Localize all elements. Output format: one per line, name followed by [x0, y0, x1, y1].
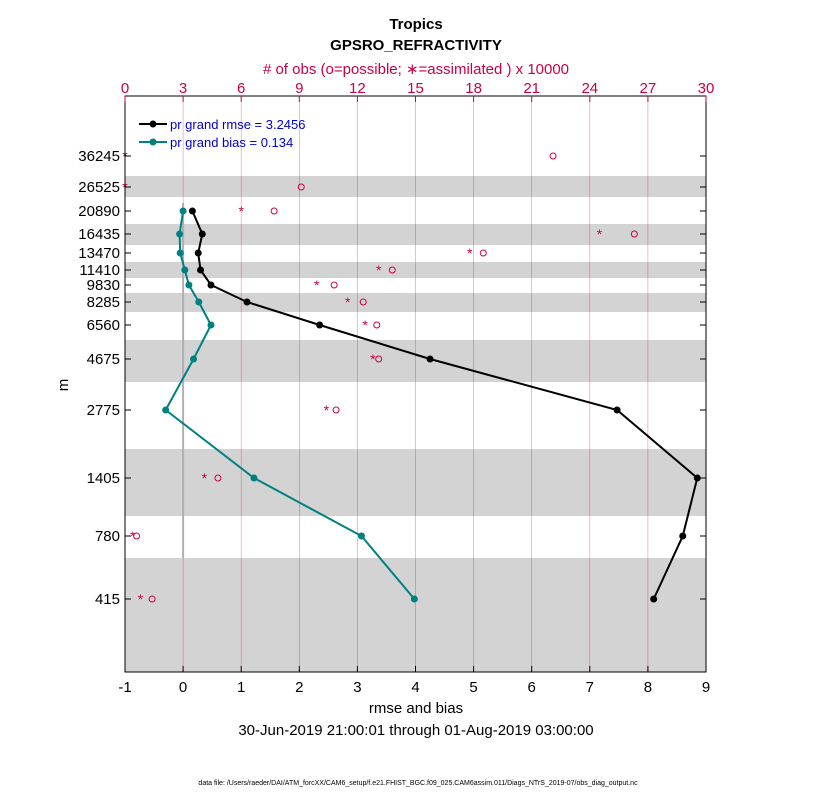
chart-subtitle: GPSRO_REFRACTIVITY: [330, 37, 502, 54]
x-tick-label: 4: [411, 679, 420, 696]
legend-rmse-marker: [150, 121, 157, 128]
bias-point: [162, 407, 169, 414]
assimilated-obs-marker: *: [130, 528, 136, 544]
legend-bias-label: pr grand bias = 0.134: [170, 135, 294, 150]
assimilated-obs-marker: *: [467, 245, 473, 261]
y-tick-label: 2775: [86, 402, 120, 419]
top-tick-label: 21: [523, 80, 541, 97]
assimilated-obs-marker: *: [122, 179, 128, 195]
footer-data-file: data file: /Users/raeder/DAI/ATM_forcXX/CAM6_setup/f.e21.FHIST_BGC.f09_025.CAM6assim.011/Diags_NTrS_2019-07/obs_diag_output.nc: [198, 780, 638, 787]
x-tick-label: 3: [353, 679, 362, 696]
rmse-point: [195, 250, 202, 257]
top-tick-label: 12: [349, 80, 366, 97]
rmse-point: [614, 407, 621, 414]
rmse-point: [316, 322, 323, 329]
rmse-point: [207, 282, 214, 289]
top-tick-label: 27: [639, 80, 657, 97]
assimilated-obs-marker: *: [362, 317, 368, 333]
x-tick-label: 1: [237, 679, 246, 696]
y-axis-label: m: [55, 378, 72, 392]
top-tick-label: 15: [407, 80, 424, 97]
rmse-point: [197, 267, 204, 274]
rmse-point: [694, 475, 701, 482]
top-tick-label: 6: [237, 80, 246, 97]
y-tick-label: 13470: [78, 245, 120, 262]
x-axis-label: rmse and bias: [368, 700, 464, 717]
y-tick-label: 415: [94, 591, 120, 608]
y-tick-label: 36245: [78, 148, 120, 165]
bias-point: [195, 299, 202, 306]
bias-point: [185, 282, 192, 289]
y-tick-label: 780: [94, 528, 120, 545]
bias-point: [177, 250, 184, 257]
legend-bias-marker: [150, 139, 157, 146]
date-range: 30-Jun-2019 21:00:01 through 01-Aug-2019 03:00:00: [238, 722, 594, 739]
y-tick-label: 16435: [78, 226, 120, 243]
bias-point: [411, 596, 418, 603]
assimilated-obs-marker: *: [375, 262, 382, 278]
assimilated-obs-marker: *: [238, 203, 244, 219]
rmse-point: [189, 208, 196, 215]
y-tick-label: 20890: [78, 203, 120, 220]
rmse-point: [650, 596, 657, 603]
x-tick-label: 9: [701, 679, 711, 696]
bias-point: [180, 208, 187, 215]
assimilated-obs-marker: *: [370, 351, 376, 367]
x-tick-label: 0: [178, 679, 188, 696]
x-tick-label: -1: [118, 679, 132, 696]
bias-point: [358, 533, 365, 540]
bias-point: [190, 356, 197, 363]
top-tick-label: 3: [178, 80, 188, 97]
top-tick-label: 9: [295, 80, 304, 97]
legend-rmse-label: pr grand rmse = 3.2456: [170, 117, 306, 132]
assimilated-obs-marker: *: [122, 148, 128, 164]
assimilated-obs-marker: *: [137, 591, 144, 607]
top-axis-label: # of obs (o=possible; ∗=assimilated ) x 10000: [262, 61, 570, 78]
top-tick-label: 0: [120, 80, 130, 97]
top-tick-label: 30: [697, 80, 715, 97]
y-tick-label: 8285: [86, 294, 120, 311]
y-tick-label: 9830: [86, 277, 120, 294]
assimilated-obs-marker: *: [201, 470, 208, 486]
top-tick-label: 24: [581, 80, 599, 97]
assimilated-obs-marker: *: [323, 402, 330, 418]
x-tick-label: 5: [469, 679, 478, 696]
bias-point: [207, 322, 214, 329]
assimilated-obs-marker: *: [344, 294, 351, 310]
assimilated-obs-marker: *: [314, 277, 320, 293]
x-tick-label: 7: [585, 679, 594, 696]
rmse-point: [679, 533, 686, 540]
y-tick-label: 11410: [79, 262, 120, 279]
y-tick-label: 1405: [86, 470, 120, 487]
y-tick-label: 6560: [86, 317, 120, 334]
bias-point: [250, 475, 257, 482]
top-tick-label: 18: [465, 80, 482, 97]
x-tick-label: 8: [643, 679, 653, 696]
x-tick-label: 2: [295, 679, 304, 696]
assimilated-obs-marker: *: [596, 226, 603, 242]
y-tick-label: 26525: [78, 179, 120, 196]
bias-point: [176, 231, 183, 238]
rmse-point: [199, 231, 206, 238]
y-tick-label: 4675: [86, 351, 120, 368]
rmse-point: [244, 299, 251, 306]
x-tick-label: 6: [527, 679, 536, 696]
rmse-point: [427, 356, 434, 363]
bias-point: [181, 267, 188, 274]
chart-title: Tropics: [389, 16, 443, 33]
